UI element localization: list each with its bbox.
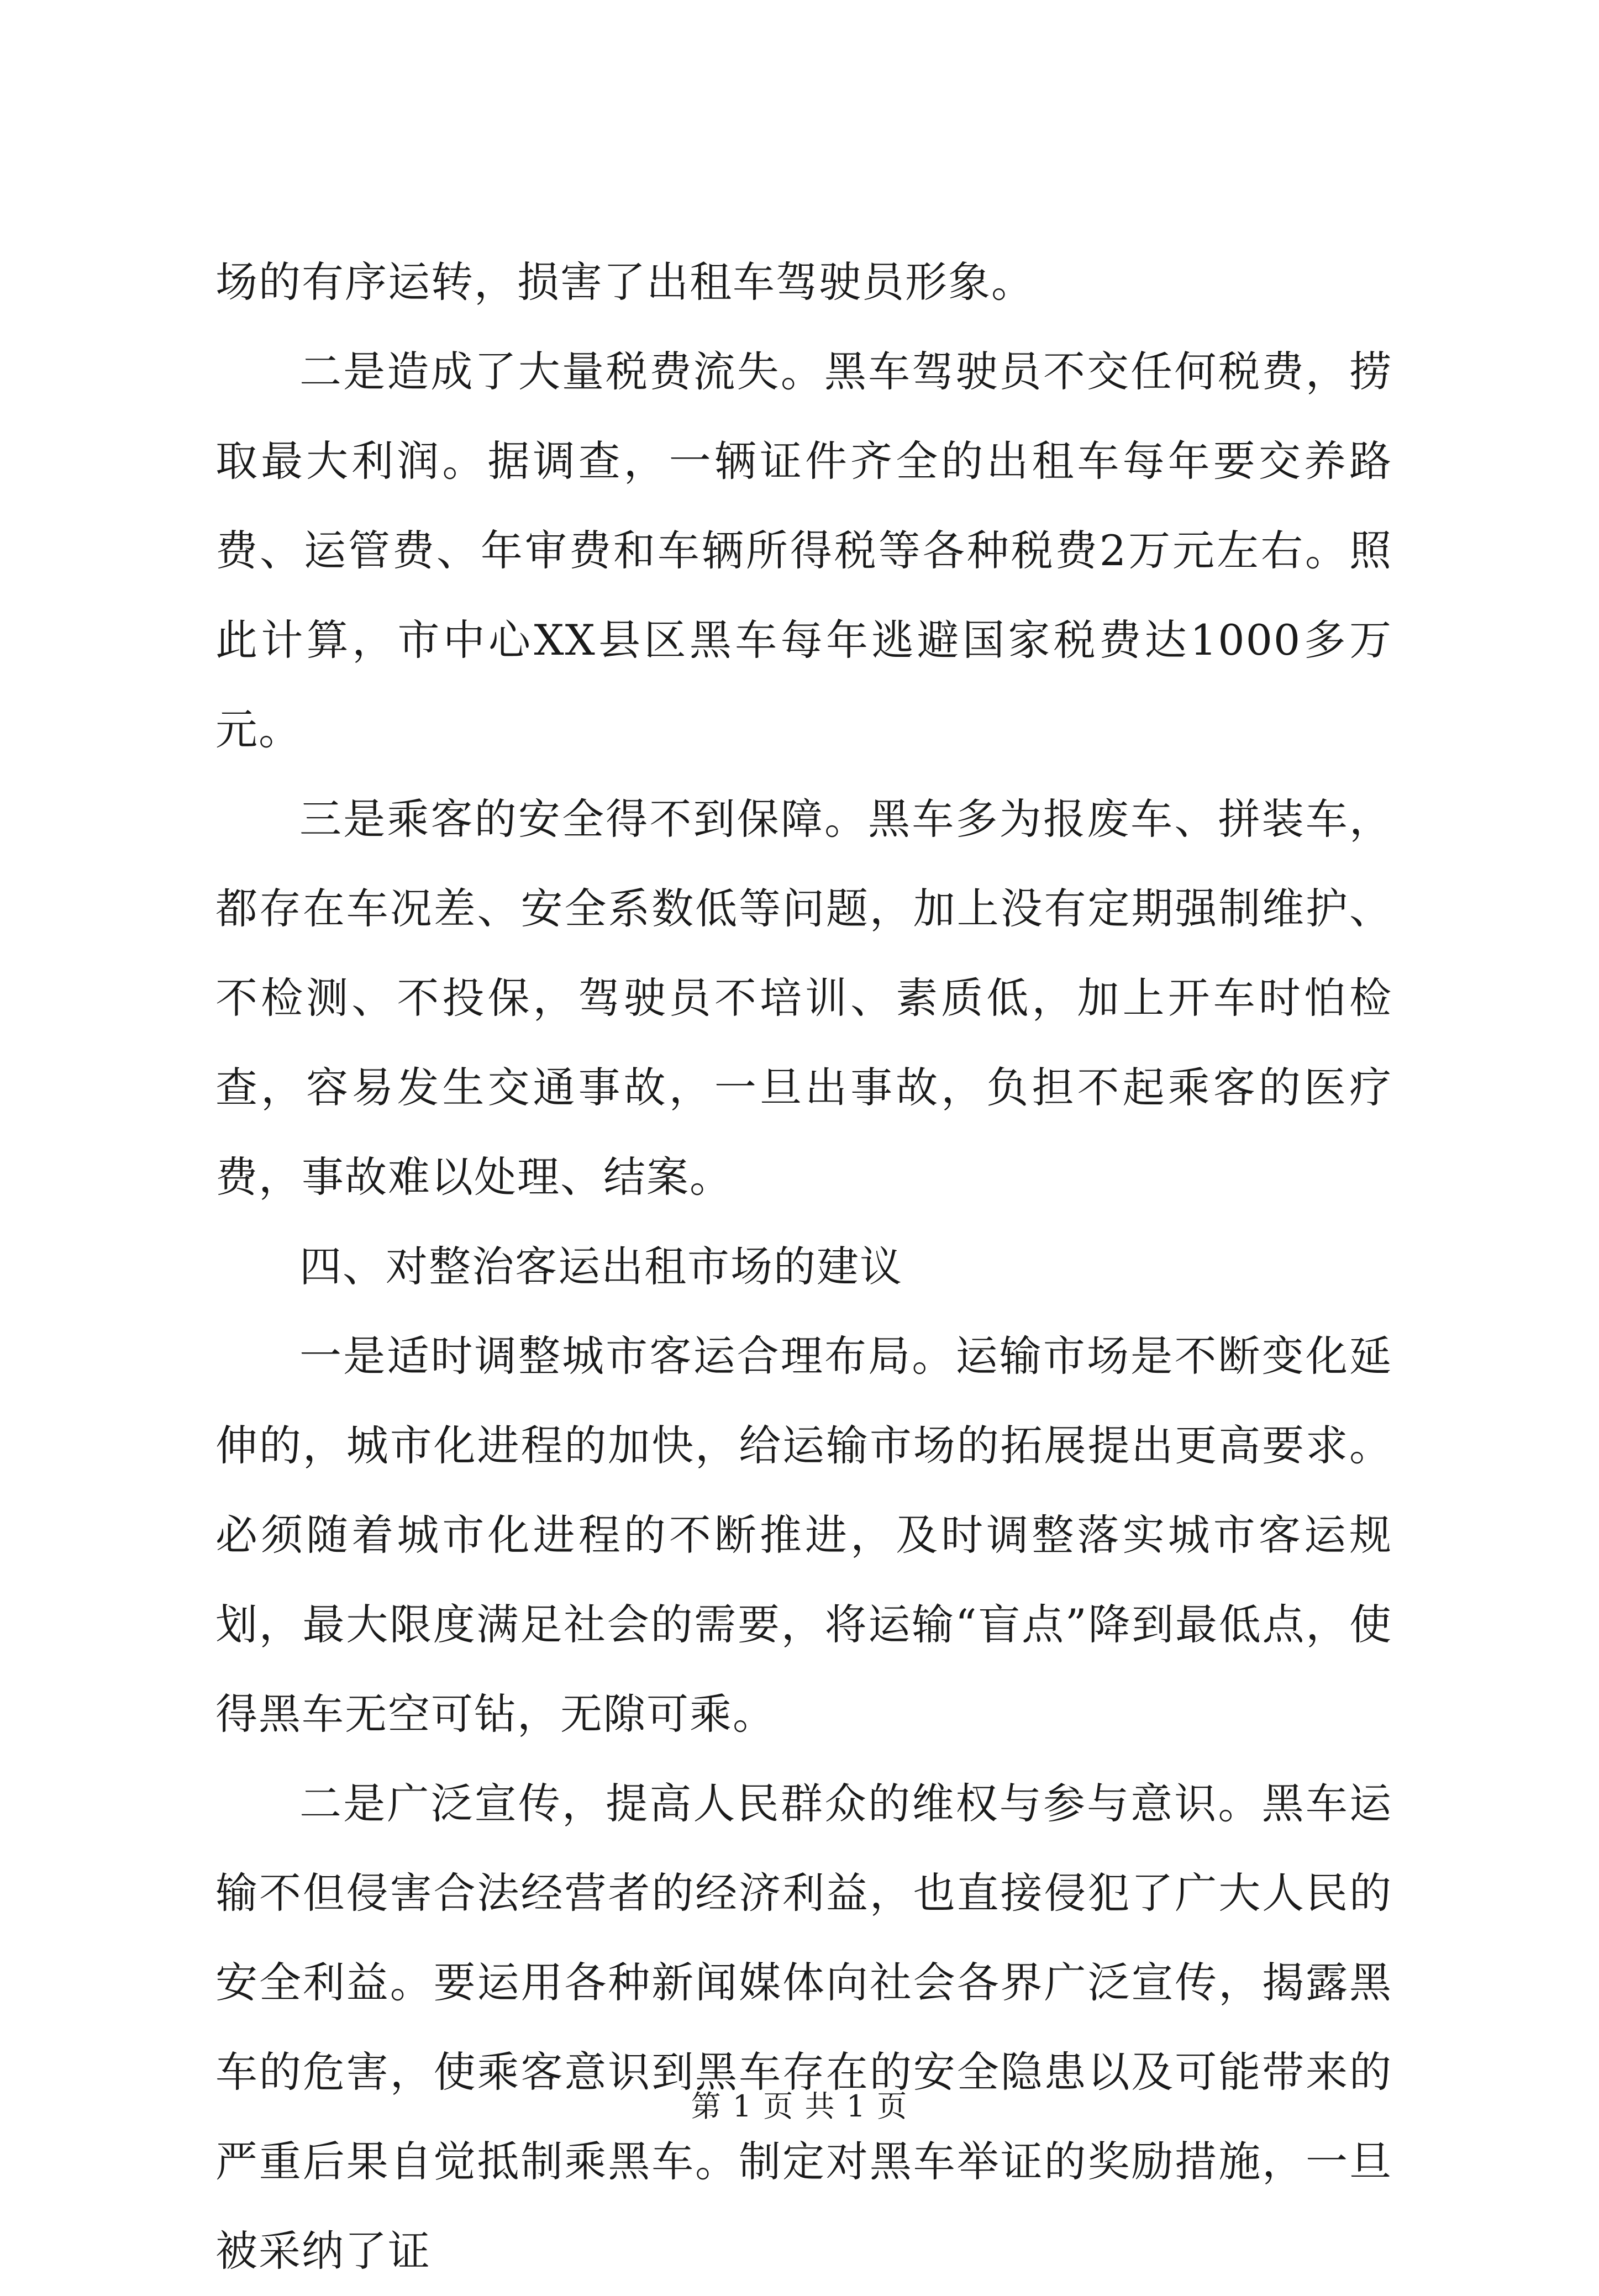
document-body xyxy=(215,238,1392,2296)
section-heading-suggestions: 四、对整治客运出租市场的建议 xyxy=(299,1242,903,1291)
paragraph-continuation: 场的有序运转，损害了出租车驾驶员形象。 xyxy=(215,257,1034,307)
paragraph-passenger-safety: 三是乘客的安全得不到保障。黑车多为报废车、拼装车，都存在车况差、安全系数低等问题，加上没有定期强制维护、不检测、不投保，驾驶员不培训、素质低，加上开车时怕检查，容易发生交通事故，一旦出事故，负担不起乘客的医疗费，事故难以处理、结案。 xyxy=(215,794,1392,1202)
paragraph-adjust-layout: 一是适时调整城市客运合理布局。运输市场是不断变化延伸的，城市化进程的加快，给运输市场的拓展提出更高要求。必须随着城市化进程的不断推进，及时调整落实城市客运规划，最大限度满足社会的需要，将运输“盲点”降到最低点，使得黑车无空可钻，无隙可乘。 xyxy=(215,1331,1392,1739)
paragraph-publicity: 二是广泛宣传，提高人民群众的维权与参与意识。黑车运输不但侵害合法经营者的经济利益，也直接侵犯了广大人民的安全利益。要运用各种新闻媒体向社会各界广泛宣传，揭露黑车的危害，使乘客意识到黑车存在的安全隐患以及可能带来的严重后果自觉抵制乘黑车。制定对黑车举证的奖励措施，一旦被采纳了证 xyxy=(215,1779,1392,2276)
page-footer: 第 1 页 共 1 页 xyxy=(691,2089,908,2124)
paragraph-tax-loss: 二是造成了大量税费流失。黑车驾驶员不交任何税费，捞取最大利润。据调查，一辆证件齐全的出租车每年要交养路费、运管费、年审费和车辆所得税等各种税费2万元左右。照此计算，市中心XX县区黑车每年逃避国家税费达1000多万元。 xyxy=(215,347,1392,754)
